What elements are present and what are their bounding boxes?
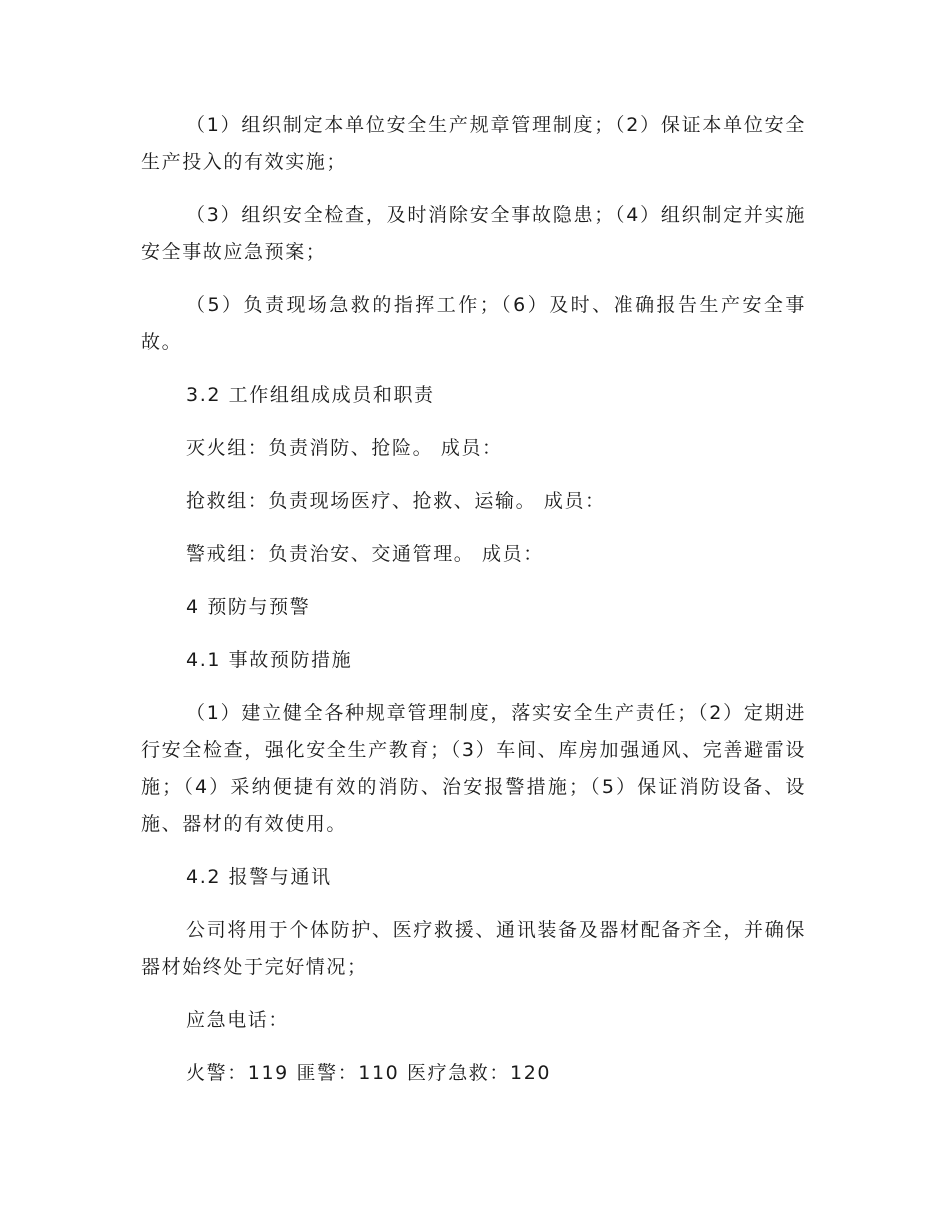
paragraph-leader-duties-3: （5）负责现场急救的指挥工作；（6）及时、准确报告生产安全事故。: [141, 294, 806, 353]
section-heading-3-2: 3.2 工作组组成成员和职责: [186, 384, 435, 406]
paragraph-emergency-phone-label: 应急电话：: [186, 1009, 290, 1031]
paragraph-guard-team: 警戒组：负责治安、交通管理。 成员：: [186, 543, 544, 565]
paragraph-prevention-measures: （1）建立健全各种规章管理制度，落实安全生产责任；（2）定期进行安全检查，强化安全生产教育；（3）车间、库房加强通风、完善避雷设施；（4）采纳便捷有效的消防、治安报警措施；（5）保证消防设备、设施、器材的有效使用。: [141, 702, 806, 835]
paragraph-leader-duties-1: （1）组织制定本单位安全生产规章管理制度；（2）保证本单位安全生产投入的有效实施；: [141, 114, 806, 173]
section-heading-4-1: 4.1 事故预防措施: [186, 649, 353, 671]
section-heading-4-2: 4.2 报警与通讯: [186, 866, 332, 888]
document-body: [141, 107, 806, 1108]
paragraph-rescue-team: 抢救组：负责现场医疗、抢救、运输。 成员：: [186, 490, 606, 512]
paragraph-emergency-numbers: 火警：119 匪警：110 医疗急救：120: [186, 1062, 552, 1084]
section-heading-4: 4 预防与预警: [186, 596, 311, 618]
paragraph-equipment: 公司将用于个体防护、医疗救援、通讯装备及器材配备齐全，并确保器材始终处于完好情况；: [141, 919, 806, 978]
paragraph-leader-duties-2: （3）组织安全检查，及时消除安全事故隐患；（4）组织制定并实施安全事故应急预案；: [141, 204, 806, 263]
paragraph-fire-team: 灭火组：负责消防、抢险。 成员：: [186, 437, 503, 459]
